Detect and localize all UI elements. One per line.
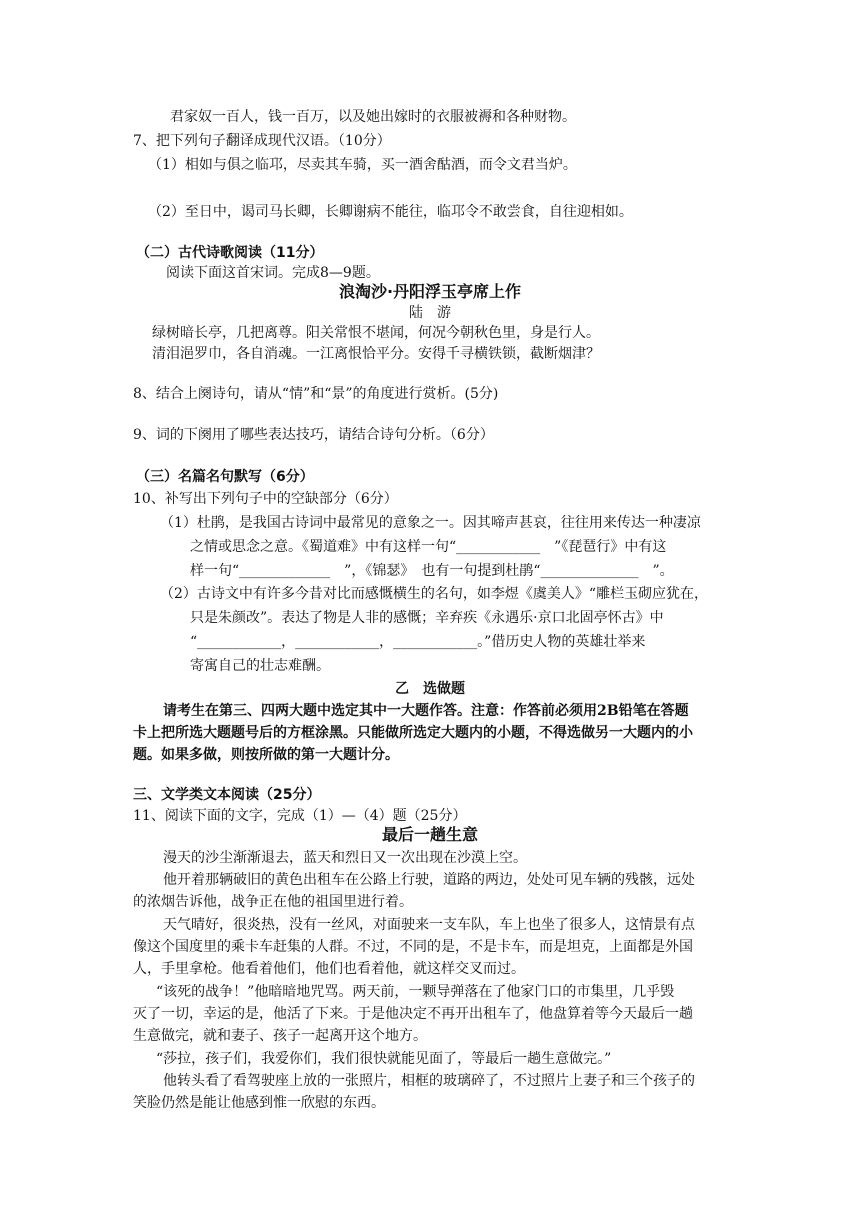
section-heading-optional: 乙 选做题 [395,681,465,697]
story-paragraph: 灭了一切，幸运的是，他活了下来。于是他决定不再开出租车了，他盘算着等今天最后一趟 [133,1006,693,1022]
question-7-1: （1）相如与俱之临邛，尽卖其车骑，买一酒舍酤酒，而令文君当炉。 [148,157,577,173]
poem-author: 陆 游 [409,305,451,321]
instruction-bold: 卡上把所选大题题号后的方框涂黑。只能做所选定大题内的小题，不得选做另一大题内的小 [133,725,693,741]
question-9: 9、词的下阕用了哪些表达技巧，请结合诗句分析。（6分） [133,427,494,443]
story-paragraph: 天气晴好，很炎热，没有一丝风，对面驶来一支车队，车上也坐了很多人，这情景有点 [163,917,695,933]
question-10: 10、补写出下列句子中的空缺部分（6分） [133,491,398,507]
story-paragraph: “该死的战争！”他暗暗地咒骂。两天前，一颗导弹落在了他家门口的市集里，几乎毁 [156,984,675,1000]
question-10-1-line: 之情或思念之意。《蜀道难》中有这样一句“____________ ”《琵琶行》中有这 [190,539,667,555]
story-paragraph: 生意做完，就和妻子、孩子一起离开这个地方。 [133,1028,427,1044]
instruction-bold: 请考生在第三、四两大题中选定其中一大题作答。注意：作答前必须用2B铅笔在答题 [163,703,689,719]
story-paragraph: 人，手里拿枪。他看着他们，他们也看着他，就这样交叉而过。 [133,961,525,977]
question-10-2-line: 寄寓自己的壮志难酬。 [190,658,330,674]
question-10-1-line: 样一句“_____________ ”，《锦瑟》 也有一句提到杜鹃“______________ ”。 [190,563,674,579]
question-11: 11、阅读下面的文字，完成（1）—（4）题（25分） [133,808,467,824]
story-paragraph: “莎拉，孩子们，我爱你们，我们很快就能见面了，等最后一趟生意做完。” [156,1051,612,1067]
story-paragraph: 他开着那辆破旧的黄色出租车在公路上行驶，道路的两边，处处可见车辆的残骸，远处 [163,872,695,888]
section-heading-poetry: （二）古代诗歌阅读（11分） [136,245,324,261]
instruction-line: 阅读下面这首宋词。完成8—9题。 [166,265,380,281]
poem-line: 绿树暗长亭，几把离尊。阳关常恨不堪闻，何况今朝秋色里，身是行人。 [152,325,600,341]
story-paragraph: 他转头看了看驾驶座上放的一张照片，相框的玻璃碎了，不过照片上妻子和三个孩子的 [163,1073,695,1089]
question-10-1: （1）杜鹃，是我国古诗词中最常见的意象之一。因其啼声甚哀，往往用来传达一种凄凉 [160,515,701,531]
question-10-2-line: “____________，____________，____________。”借历史人物的英雄壮举来 [190,634,646,650]
poem-line: 清泪浥罗巾，各自消魂。一江离恨恰平分。安得千寻横铁锁，截断烟津？ [152,346,600,362]
story-paragraph: 像这个国度里的乘卡车赶集的人群。不过，不同的是，不是卡车，而是坦克，上面都是外国 [133,939,693,955]
question-8: 8、结合上阕诗句，请从“情”和“景”的角度进行赏析。(5分) [133,386,499,402]
question-10-2-line: 只是朱颜改”。表达了物是人非的感慨；辛弃疾《永遇乐·京口北固亭怀古》中 [190,610,664,626]
story-paragraph: 的浓烟告诉他，战争正在他的祖国里进行着。 [133,894,413,910]
question-7-2: （2）至日中，谒司马长卿，长卿谢病不能往，临邛令不敢尝食，自往迎相如。 [148,204,633,220]
section-heading-literature: 三、文学类文本阅读（25分） [133,787,321,803]
question-10-2: （2）古诗文中有许多今昔对比而感慨横生的名句，如李煜《虞美人》“雕栏玉砌应犹在， [160,586,709,602]
instruction-bold: 题。如果多做，则按所做的第一大题计分。 [133,747,399,763]
story-paragraph: 笑脸仍然是能让他感到惟一欣慰的东西。 [133,1095,385,1111]
story-paragraph: 漫天的沙尘渐渐退去，蓝天和烈日又一次出现在沙漠上空。 [163,850,527,866]
story-title: 最后一趟生意 [381,825,478,844]
question-7: 7、把下列句子翻译成现代汉语。（10分） [133,133,391,149]
section-heading-recitation: （三）名篇名句默写（6分） [136,469,314,485]
poem-title: 浪淘沙·丹阳浮玉亭席上作 [338,282,522,301]
text-line: 君家奴一百人，钱一百万，以及她出嫁时的衣服被褥和各种财物。 [170,109,576,125]
